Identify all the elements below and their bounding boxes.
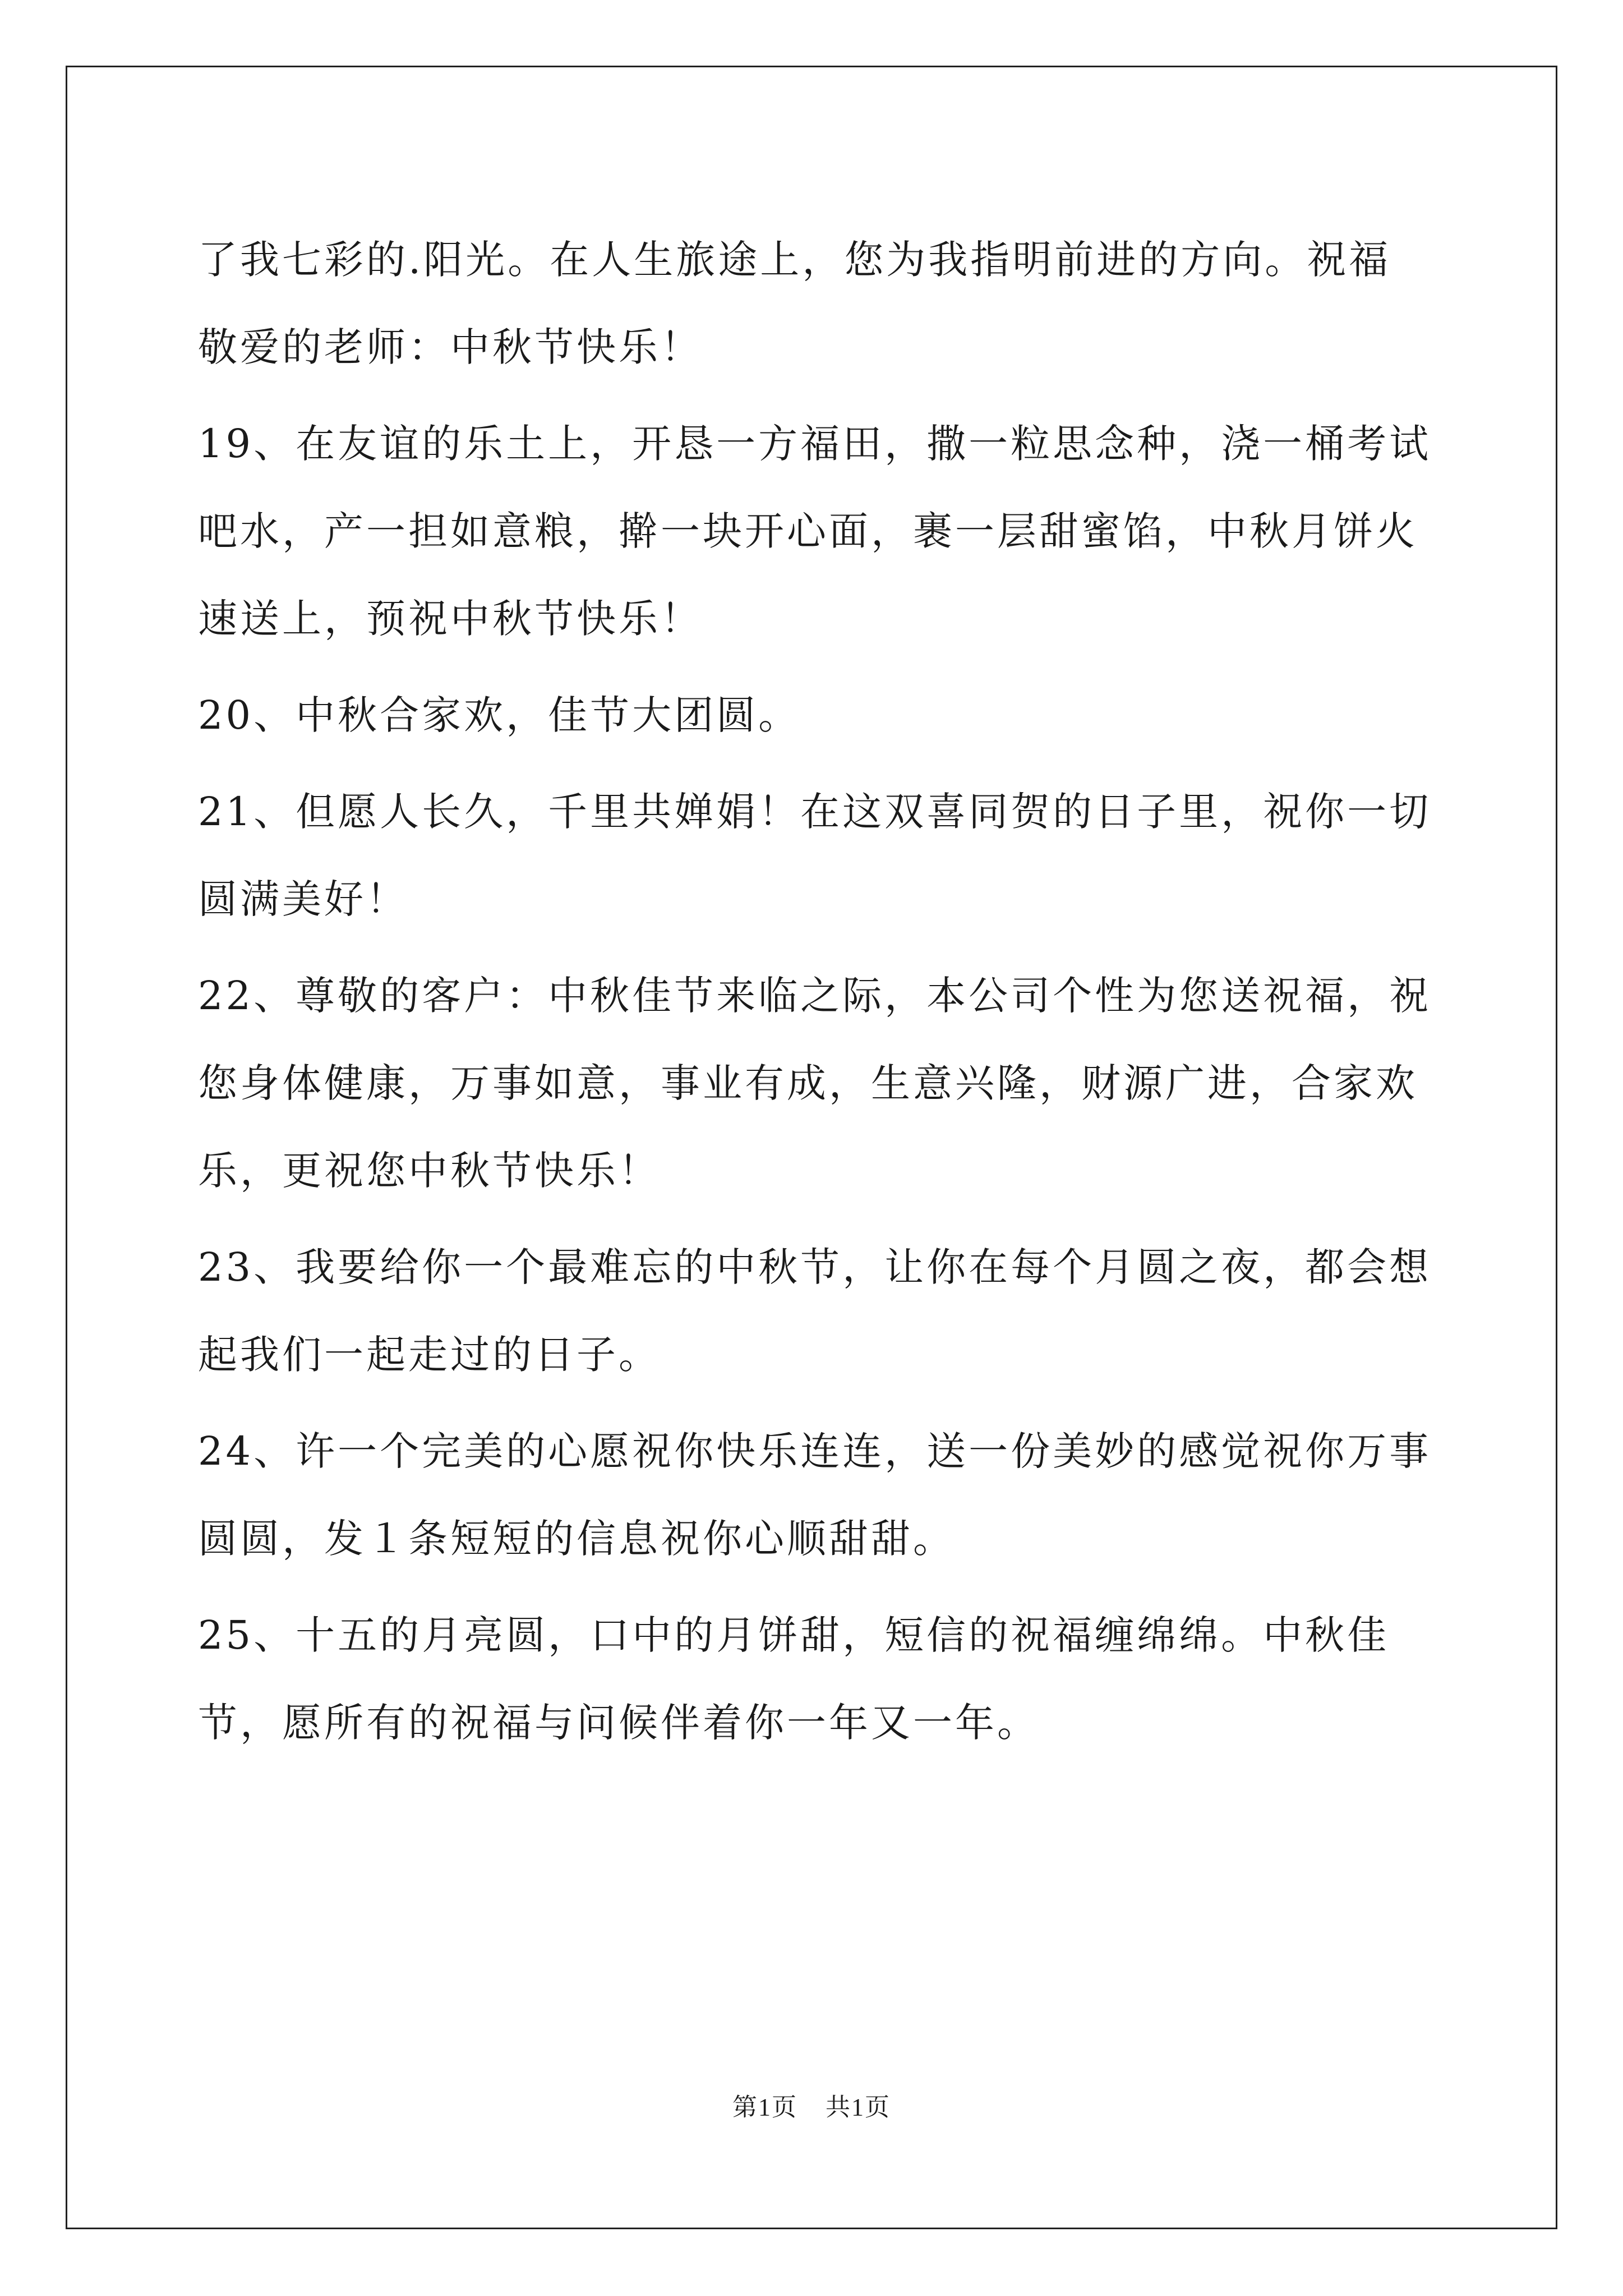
page-footer [0,2087,1623,2123]
page-number-current: 第1页 [732,2093,797,2121]
paragraph-20: 20、中秋合家欢，佳节大团圆。 [198,692,801,738]
paragraph-19: 19、在友谊的乐土上，开恳一方福田，撒一粒思念种，浇一桶考试吧水，产一担如意粮，擀一块开心面，裹一层甜蜜馅，中秋月饼火速送上，预祝中秋节快乐！ [198,421,1432,642]
paragraph-21: 21、但愿人长久，千里共婵娟！在这双喜同贺的日子里，祝你一切圆满美好！ [198,789,1432,922]
paragraph-24: 24、许一个完美的心愿祝你快乐连连，送一份美妙的感觉祝你万事圆圆，发１条短短的信息祝你心顺甜甜。 [198,1428,1432,1562]
paragraph-23: 23、我要给你一个最难忘的中秋节，让你在每个月圆之夜，都会想起我们一起走过的日子。 [198,1244,1432,1378]
paragraph-continuation: 了我七彩的.阳光。在人生旅途上，您为我指明前进的方向。祝福敬爱的老师：中秋节快乐！ [198,237,1391,370]
document-body [198,216,1432,1775]
page-number-total: 共1页 [826,2093,891,2121]
paragraph-22: 22、尊敬的客户：中秋佳节来临之际，本公司个性为您送祝福，祝您身体健康，万事如意，事业有成，生意兴隆，财源广进，合家欢乐，更祝您中秋节快乐！ [198,973,1432,1194]
paragraph-25: 25、十五的月亮圆，口中的月饼甜，短信的祝福缠绵绵。中秋佳节，愿所有的祝福与问候伴着你一年又一年。 [198,1612,1390,1746]
